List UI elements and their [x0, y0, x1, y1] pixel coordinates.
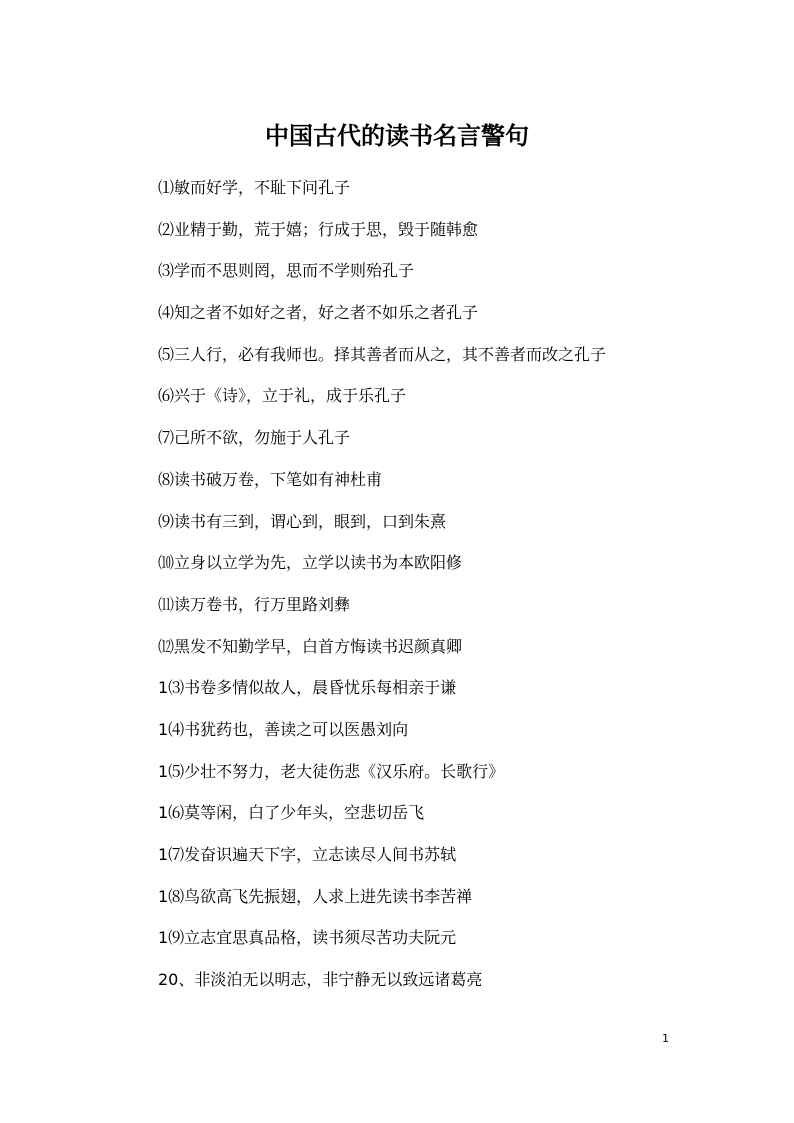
quote-item: ⑿黑发不知勤学早，白首方悔读书迟颜真卿	[158, 636, 463, 656]
quote-item: 1⑺发奋识遍天下字，立志读尽人间书苏轼	[158, 845, 457, 864]
quote-item: ⑾读万卷书，行万里路刘彝	[158, 594, 351, 614]
quote-item: 1⑼立志宜思真品格，读书须尽苦功夫阮元	[158, 928, 457, 948]
quote-item: 1⑶书卷多情似故人，晨昏忧乐每相亲于谦	[158, 678, 457, 698]
quote-item: ⑻读书破万卷，下笔如有神杜甫	[158, 469, 383, 489]
quote-item: 20、非淡泊无以明志，非宁静无以致远诸葛亮	[158, 970, 483, 990]
page-number: 1	[662, 1032, 669, 1045]
quote-item: ⑽立身以立学为先，立学以读书为本欧阳修	[158, 553, 463, 573]
quote-item: ⑸三人行，必有我师也。择其善者而从之，其不善者而改之孔子	[158, 344, 607, 364]
quote-item: ⑹兴于《诗》，立于礼，成于乐孔子	[158, 386, 407, 406]
quote-item: 1⑹莫等闲，白了少年头，空悲切岳飞	[158, 803, 425, 823]
quote-item: 1⑸少壮不努力，老大徒伤悲《汉乐府。长歌行》	[158, 761, 505, 781]
quote-item: ⑵业精于勤，荒于嬉；行成于思，毁于随韩愈	[158, 219, 479, 239]
quote-item: ⑺己所不欲，勿施于人孔子	[158, 428, 351, 448]
quote-item: ⑴敏而好学，不耻下问孔子	[158, 178, 351, 197]
quote-list	[158, 178, 718, 1012]
quote-item: ⑼读书有三到，谓心到，眼到，口到朱熹	[158, 511, 447, 531]
quote-item: ⑶学而不思则罔，思而不学则殆孔子	[158, 261, 415, 281]
document-title: 中国古代的读书名言警句	[265, 121, 529, 150]
quote-item: 1⑷书犹药也，善读之可以医愚刘向	[158, 719, 409, 739]
quote-item: ⑷知之者不如好之者，好之者不如乐之者孔子	[158, 303, 479, 323]
quote-item: 1⑻鸟欲高飞先振翅，人求上进先读书李苦禅	[158, 886, 473, 906]
